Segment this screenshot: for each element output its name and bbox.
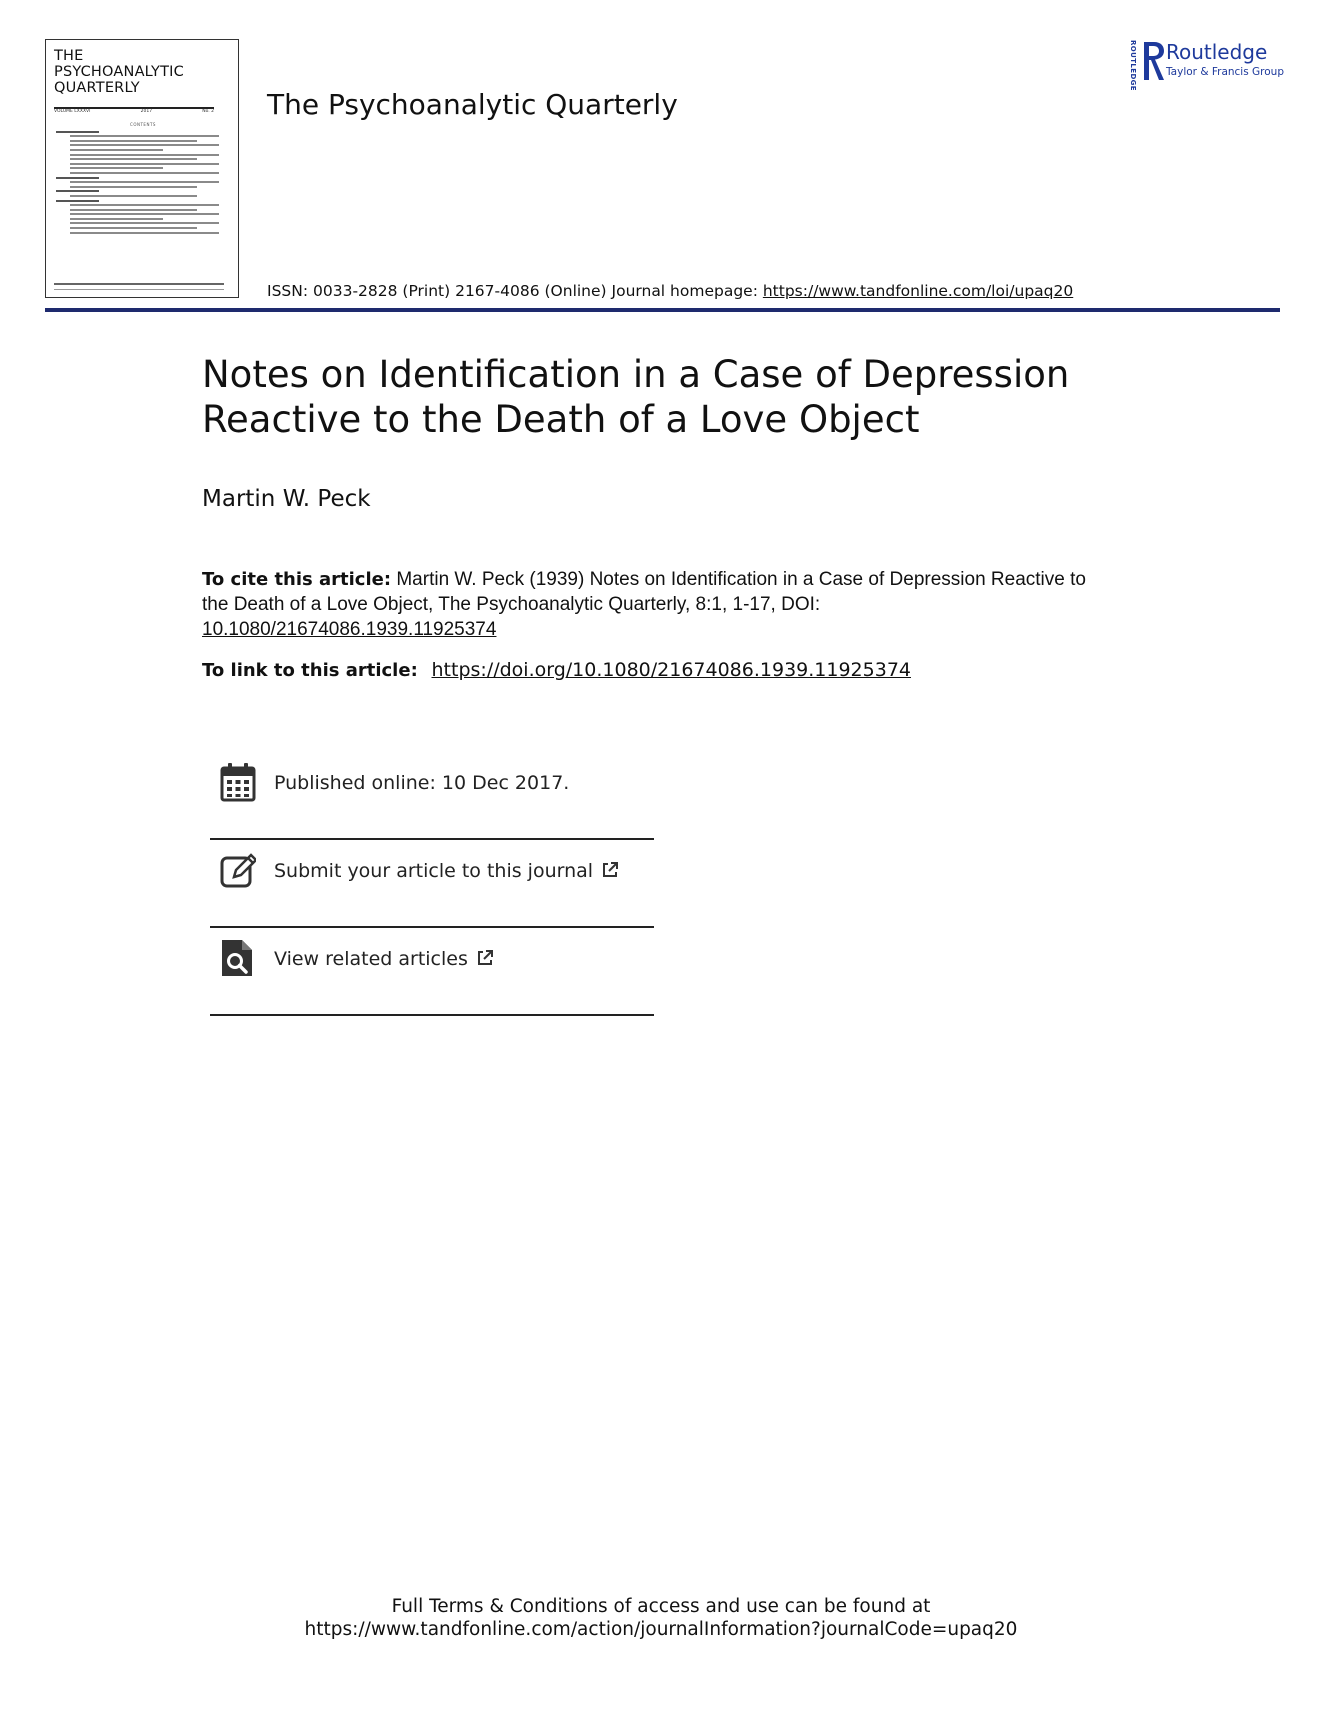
cite-doi-link[interactable]: 10.1080/21674086.1939.11925374	[202, 619, 497, 640]
cover-table-of-contents	[56, 128, 226, 236]
footer-terms-link[interactable]: https://www.tandfonline.com/action/journalInformation?journalCode=upaq20	[304, 1619, 1018, 1640]
cover-meta: VOLUME LXXXVI 2017 No. 2	[54, 109, 214, 114]
submit-article-link[interactable]: Submit your article to this journal	[274, 860, 619, 882]
footer-terms	[0, 1595, 1322, 1641]
logo-name: Routledge	[1166, 40, 1268, 64]
search-document-icon	[220, 938, 256, 978]
header-rule	[45, 308, 1280, 312]
external-link-icon	[601, 861, 619, 879]
journal-title: The Psychoanalytic Quarterly	[267, 88, 678, 121]
article-link-line	[202, 659, 911, 681]
routledge-r-icon	[1141, 40, 1167, 82]
related-articles-link[interactable]: View related articles	[274, 948, 494, 970]
issn-line	[267, 282, 1073, 300]
external-link-icon	[476, 949, 494, 967]
cover-title: THE PSYCHOANALYTIC QUARTERLY	[54, 48, 184, 96]
article-author: Martin W. Peck	[202, 486, 371, 512]
cite-label: To cite this article:	[202, 569, 392, 590]
routledge-logo[interactable]	[1126, 38, 1286, 91]
related-articles-row[interactable]	[210, 928, 654, 1016]
article-title: Notes on Identification in a Case of Depression Reactive to the Death of a Love Object	[202, 353, 1070, 441]
submit-article-row[interactable]	[210, 840, 654, 928]
edit-icon	[220, 850, 256, 890]
published-online-text: Published online: 10 Dec 2017.	[274, 772, 570, 794]
article-doi-link[interactable]: https://doi.org/10.1080/21674086.1939.11925374	[431, 659, 911, 681]
journal-homepage-link[interactable]: https://www.tandfonline.com/loi/upaq20	[762, 282, 1074, 300]
cover-contents-label: CONTENTS	[130, 122, 156, 127]
logo-subtitle: Taylor & Francis Group	[1166, 66, 1284, 78]
published-online-row	[210, 752, 654, 840]
calendar-icon	[220, 762, 256, 802]
citation-block	[202, 567, 1102, 642]
footer-line-1: Full Terms & Conditions of access and use can be found at	[391, 1596, 931, 1617]
cite-text: Martin W. Peck (1939) Notes on Identification in a Case of Depression Reactive to the Death of a Love Object, The Psychoanalytic Quarterly, 8:1, 1-17, DOI:	[202, 569, 1086, 615]
article-actions	[210, 752, 654, 1016]
journal-cover-thumbnail	[45, 39, 239, 298]
link-label: To link to this article:	[202, 660, 418, 681]
issn-text: ISSN: 0033-2828 (Print) 2167-4086 (Online) Journal homepage:	[267, 282, 763, 300]
logo-vertical-text: ROUTLEDGE	[1129, 40, 1137, 91]
